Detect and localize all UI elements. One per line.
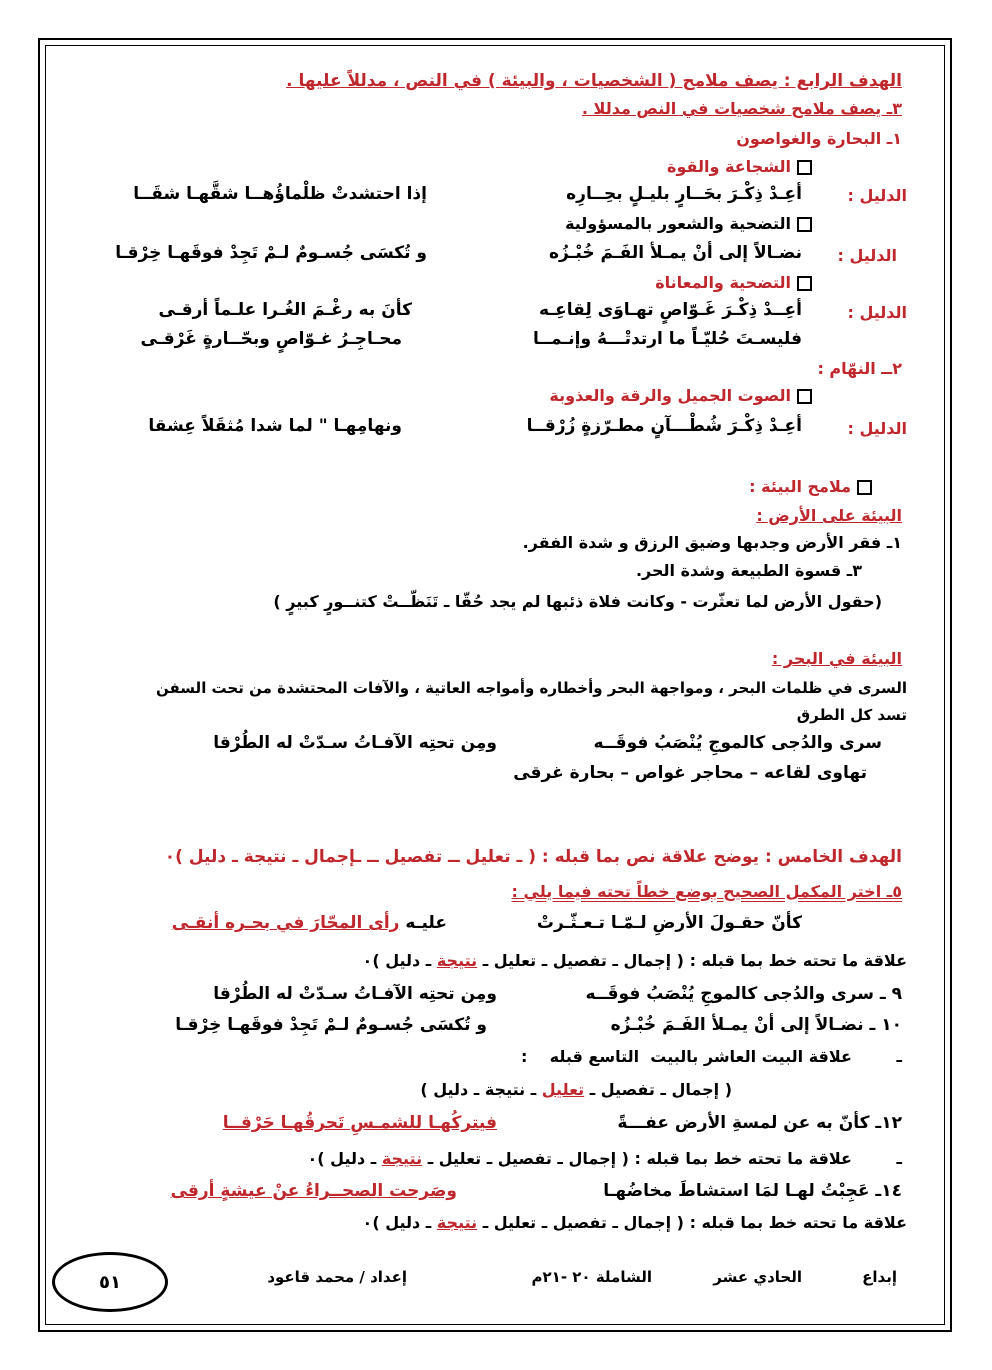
sea-text-1: السرى في ظلمات البحر ، ومواجهة البحر وأخطاره وأمواجه العاتية ، والآفات المحتشدة من تحت السفن [156, 679, 907, 697]
footer-grade: الحادي عشر [713, 1268, 802, 1286]
footer-brand: إبداع [862, 1268, 897, 1286]
evidence-label: الدليل : [847, 186, 907, 205]
verse-2a: نضـالاً إلى أنْ يمـلأ الفَـمَ خُبْـزُه [548, 243, 802, 263]
footer-comprehensive: الشاملة ٢٠ -٢١م [531, 1268, 652, 1286]
sea-text-2: تسد كل الطرق [796, 706, 907, 724]
sea-verse-1b: ومِن تحتِه الآفـاتُ سـدّتْ له الطُرْقا [213, 733, 497, 753]
verse-9b: ومِن تحتِه الآفـاتُ سـدّتْ له الطُرْقا [213, 984, 497, 1004]
checkbox-icon [857, 480, 872, 495]
goal4-sub2: ٢ــ النهّام : [817, 359, 902, 378]
verse-2b: و تُكسَى جُسـومٌ لـمْ تَجِدْ فوقَهـا خِرْقـا [115, 243, 427, 263]
env-title: ملامح البيئة : [749, 476, 872, 498]
relation-2-label: ـ علاقة البيت العاشر بالبيت التاسع قبله : [520, 1047, 902, 1066]
checkbox-icon [797, 160, 812, 175]
verse-3a: أعِــدْ ذِكْـرَ غَـوّاصٍ تهـاوَى لِقاعِـه [538, 300, 802, 320]
relation-3: ـ علاقة ما تحته خط بما قبله : ( إجمال ـ تفصيل ـ تعليل ـ نتيجة ـ دليل )٠ [307, 1149, 902, 1168]
verse-3c: فليسـتَ حُليّـاً ما ارتدتْـــهُ وإنـمــا [533, 329, 802, 349]
goal5-title: الهدف الخامس : يوضح علاقة نص بما قبله : ( ـ تعليل ــ تفصيل ــ ـإجمال ـ نتيجة ـ دليل )٠ [164, 847, 902, 867]
relation-4: علاقة ما تحته خط بما قبله : ( إجمال ـ تفصيل ـ تعليل ـ نتيجة ـ دليل )٠ [362, 1213, 907, 1232]
goal5-question: ٥ـ اختر المكمل الصحيح بوضع خطاً تحته فيما يلي : [511, 882, 902, 901]
land-quote: (حقول الأرض لما تعثّرت - وكانت فلاة ذئبها لم يجد حُقّا ـ تَنَظّــتْ كتنــورٍ كبيرٍ ) [273, 592, 882, 611]
verse-v1a: كأنّ حقـولَ الأرضِ لـمّـا تـعـثّـرتْ [536, 913, 802, 933]
verse-3d: محـاجِـرُ غـوّاصٍ وبحّــارةٍ غَرْقـى [140, 329, 402, 349]
footer-author: إعداد / محمد قاعود [267, 1268, 407, 1286]
goal4-sub3: ٣ـ يصف ملامح شخصيات في النص مدللا . [581, 99, 902, 118]
trait-voice: الصوت الجميل والرقة والعذوبة [549, 385, 812, 407]
answer-result: نتيجة [381, 1149, 423, 1168]
evidence-label: الدليل : [847, 419, 907, 438]
verse-12a: ١٢ـ كأنّ به عن لمسةِ الأرض عفـــةً [617, 1113, 902, 1133]
checkbox-icon [797, 217, 812, 232]
verse-4b: ونهامِهـا " لما شدا مُثقَلاً عِشقا [148, 416, 402, 436]
sea-verse-2: تهاوى لقاعه – محاجر غواص – بحارة غرقى [513, 763, 867, 783]
verse-1a: أعِـدْ ذِكْـرَ بحَــارٍ بليـلٍ بحِــارِه [566, 184, 802, 204]
env-land-title: البيئة على الأرض : [756, 506, 902, 525]
checkbox-icon [797, 389, 812, 404]
trait-sacrifice: التضحية والشعور بالمسؤولية [565, 213, 812, 235]
verse-4a: أعِـدْ ذِكْـرَ شُطْـــآنٍ مطـرّزةٍ زُرْقــا [526, 416, 802, 436]
verse-14a: ١٤ـ عَجِبْتُ لهـا لمَا استشاطَ مخاضُهـا [603, 1181, 902, 1201]
verse-14b: وصَرحت الصحــراءُ عنْ عيشةٍ أرقى [170, 1181, 457, 1201]
answer-result: نتيجة [436, 951, 478, 970]
land-item-3: ٣ـ قسوة الطبيعة وشدة الحر. [635, 561, 862, 580]
verse-10b: و تُكسَى جُسـومٌ لـمْ تَجِدْ فوقَهـا خِرْقـا [175, 1015, 487, 1035]
relation-2: ( إجمال ـ تفصيل ـ تعليل ـ نتيجة ـ دليل ) [420, 1080, 732, 1099]
verse-1b: إذا احتشدتْ ظلْماؤُهــا شقَّهـا شقَــا [133, 184, 427, 204]
relation-1: علاقة ما تحته خط بما قبله : ( إجمال ـ تفصيل ـ تعليل ـ نتيجة ـ دليل )٠ [362, 951, 907, 970]
verse-12b: فيتركُهـا للشمـسِ تَحرقُهـا حَرْقــا [222, 1113, 497, 1133]
checkbox-icon [797, 276, 812, 291]
verse-9a: ٩ ـ سرى والدُجى كالموجِ يُنْصَبُ فوقَــه [585, 984, 902, 1004]
goal4-title: الهدف الرابع : يصف ملامح ( الشخصيات ، والبيئة ) في النص ، مدللاً عليها . [286, 71, 902, 91]
answer-reason: تعليل [541, 1080, 585, 1099]
page-number: ٥١ [52, 1252, 168, 1312]
evidence-label: الدليل : [837, 246, 897, 265]
answer-result: نتيجة [436, 1213, 478, 1232]
verse-3b: كأنَ به رغْـمَ الغُـرا علـماً أرقـى [158, 300, 412, 320]
evidence-label: الدليل : [847, 303, 907, 322]
verse-v1b: عليـه رأى المحّارَ في بحـره أنقـى [171, 913, 447, 933]
trait-suffering: التضحية والمعاناة [655, 272, 812, 294]
verse-10a: ١٠ ـ نضـالاً إلى أنْ يمـلأ الفَـمَ خُبْـزُه [610, 1015, 902, 1035]
underlined-answer: رأى المحّارَ في بحـره أنقـى [171, 913, 400, 933]
sea-verse-1a: سرى والدُجى كالموجِ يُنْصَبُ فوقَــه [593, 733, 882, 753]
env-sea-title: البيئة في البحر : [771, 649, 902, 668]
land-item-1: ١ـ فقر الأرض وجدبها وضيق الرزق و شدة الفقر. [522, 533, 902, 552]
goal4-sub1: ١ـ البحارة والغواصون [736, 129, 902, 148]
trait-courage: الشجاعة والقوة [667, 156, 812, 178]
